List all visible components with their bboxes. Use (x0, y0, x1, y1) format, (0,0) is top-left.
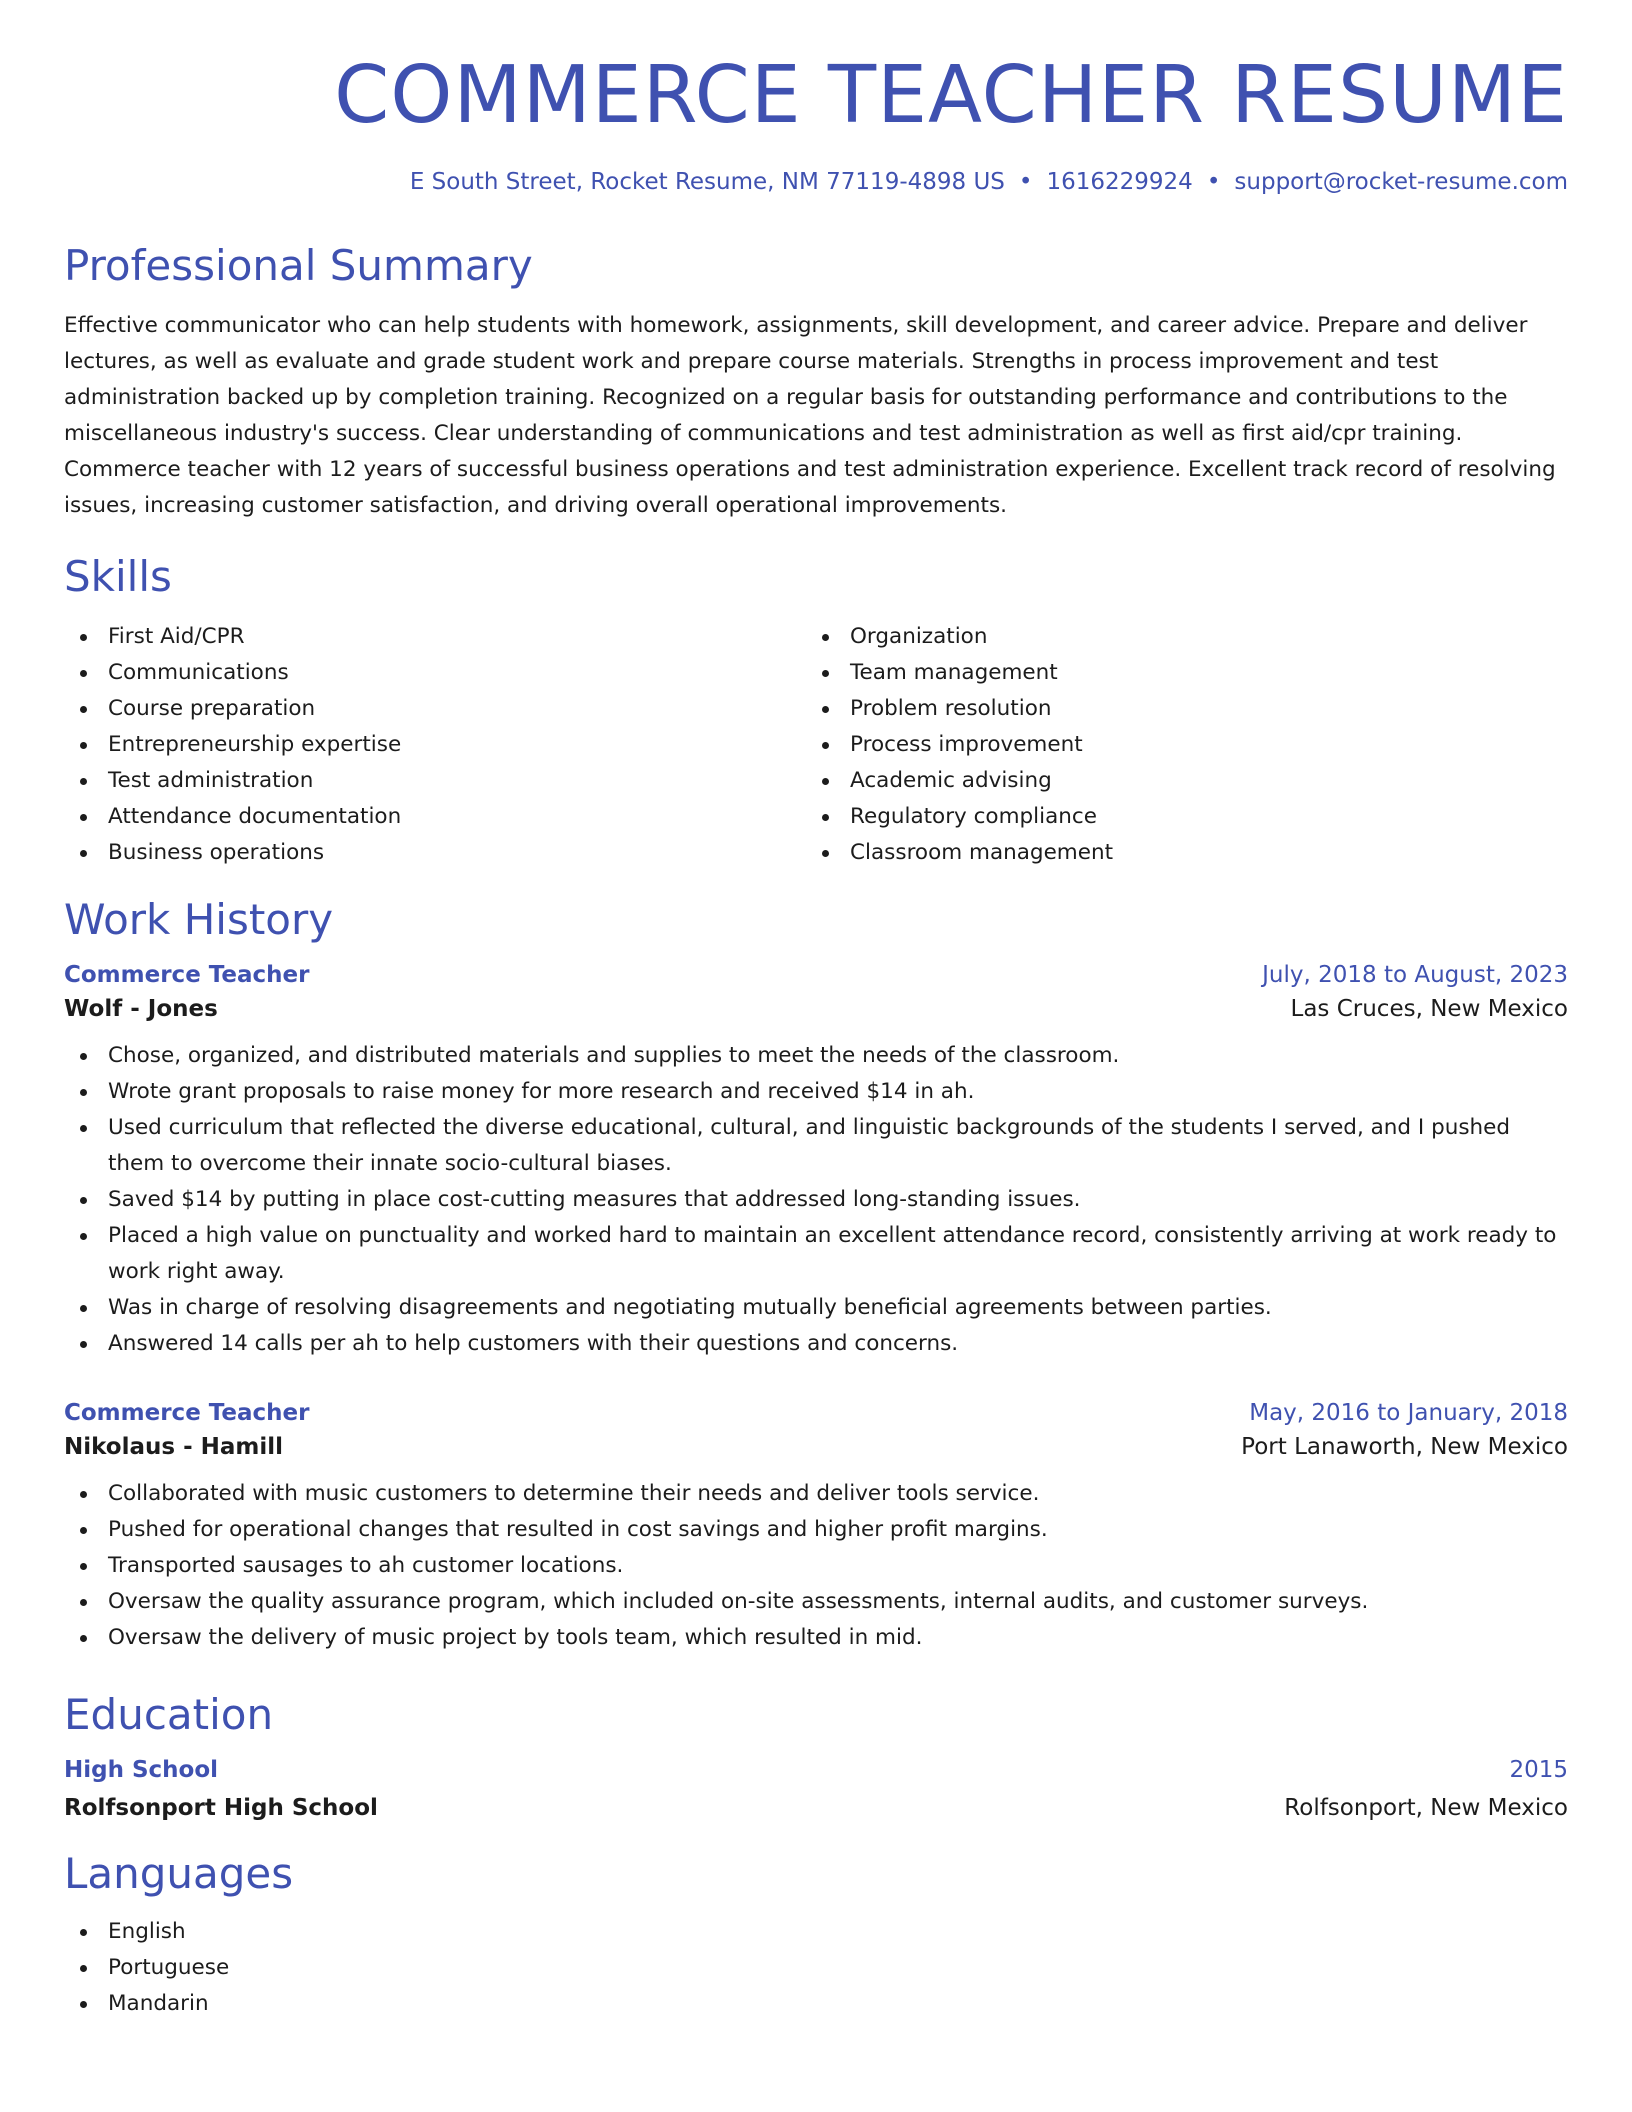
education-section (64, 1690, 1568, 1821)
job-bullet: Oversaw the quality assurance program, which included on-site assessments, internal audits, and customer surveys. (64, 1584, 1568, 1620)
work-history-heading: Work History (64, 894, 334, 944)
summary-text: Effective communicator who can help students with homework, assignments, skill development, and career advice. Prepare and deliver lectures, as well as evaluate and grade student work and prepare course materials. Strengths in process improvement and test administration backed up by completion training. Recognized on a regular basis for outstanding performance and contributions to the miscellaneous industry's success. Clear understanding of communications and test administration as well as first aid/cpr training. Commerce teacher with 12 years of successful business operations and test administration experience. Excellent track record of resolving issues, increasing customer satisfaction, and driving overall operational improvements. (64, 312, 1556, 518)
work-history-section (64, 895, 1568, 1656)
education-location: Rolfsonport, New Mexico (1284, 1794, 1568, 1821)
resume-header (64, 0, 1568, 195)
languages-section (64, 1849, 1568, 2022)
job-bullet: Placed a high value on punctuality and worked hard to maintain an excellent attendance record, consistently arriving at work ready to work right away. (64, 1218, 1568, 1290)
job-header-row (64, 962, 1568, 988)
job-header-row (64, 1400, 1568, 1426)
job-bullet: Transported sausages to ah customer locations. (64, 1548, 1568, 1584)
skill-item: Classroom management (806, 835, 1548, 871)
language-item: English (64, 1914, 1568, 1950)
contact-line (64, 169, 1568, 195)
job-bullet: Oversaw the delivery of music project by tools team, which resulted in mid. (64, 1620, 1568, 1656)
contact-address: E South Street, Rocket Resume, NM 77119-4898 US (409, 168, 1005, 195)
summary-section (64, 241, 1568, 524)
job-bullet: Was in charge of resolving disagreements and negotiating mutually beneficial agreements between parties. (64, 1290, 1568, 1326)
skill-item: Regulatory compliance (806, 799, 1548, 835)
skills-grid (64, 619, 1568, 871)
contact-phone: 1616229924 (1046, 168, 1193, 195)
skills-column-right (806, 619, 1548, 871)
skill-item: Business operations (64, 835, 806, 871)
education-school-row (64, 1795, 1568, 1821)
job-bullets (64, 1038, 1568, 1362)
job-company-row (64, 1434, 1568, 1460)
job-title: Commerce Teacher (64, 961, 310, 988)
job-bullet: Pushed for operational changes that resulted in cost savings and higher profit margins. (64, 1512, 1568, 1548)
job-entry (64, 1400, 1568, 1656)
skills-list-right (806, 619, 1548, 871)
job-company: Nikolaus - Hamill (64, 1433, 284, 1460)
skills-heading: Skills (64, 551, 172, 601)
education-entry (64, 1757, 1568, 1821)
skill-item: First Aid/CPR (64, 619, 806, 655)
contact-separator: • (1206, 168, 1221, 195)
job-entry (64, 962, 1568, 1362)
resume-title: COMMERCE TEACHER RESUME (334, 49, 1568, 141)
job-bullet: Saved $14 by putting in place cost-cutting measures that addressed long-standing issues. (64, 1182, 1568, 1218)
job-bullet: Collaborated with music customers to determine their needs and deliver tools service. (64, 1476, 1568, 1512)
job-bullet: Wrote grant proposals to raise money for more research and received $14 in ah. (64, 1074, 1568, 1110)
job-bullets (64, 1476, 1568, 1656)
languages-heading: Languages (64, 1848, 294, 1898)
job-company: Wolf - Jones (64, 995, 218, 1022)
education-degree: High School (64, 1756, 219, 1783)
job-bullet: Chose, organized, and distributed materials and supplies to meet the needs of the classroom. (64, 1038, 1568, 1074)
job-dates: May, 2016 to January, 2018 (1249, 1399, 1568, 1426)
skill-item: Communications (64, 655, 806, 691)
skill-item: Entrepreneurship expertise (64, 727, 806, 763)
job-bullet: Answered 14 calls per ah to help customers with their questions and concerns. (64, 1326, 1568, 1362)
language-item: Mandarin (64, 1986, 1568, 2022)
language-item: Portuguese (64, 1950, 1568, 1986)
education-heading: Education (64, 1689, 274, 1739)
contact-separator: • (1018, 168, 1033, 195)
education-header-row (64, 1757, 1568, 1783)
skill-item: Problem resolution (806, 691, 1548, 727)
skill-item: Test administration (64, 763, 806, 799)
languages-list (64, 1914, 1568, 2022)
job-location: Las Cruces, New Mexico (1290, 995, 1568, 1022)
job-dates: July, 2018 to August, 2023 (1262, 961, 1568, 988)
skills-column-left (64, 619, 806, 871)
skill-item: Attendance documentation (64, 799, 806, 835)
education-school: Rolfsonport High School (64, 1794, 378, 1821)
job-title: Commerce Teacher (64, 1399, 310, 1426)
skill-item: Course preparation (64, 691, 806, 727)
education-year: 2015 (1509, 1756, 1568, 1783)
skills-section (64, 552, 1568, 871)
skills-list-left (64, 619, 806, 871)
job-location: Port Lanaworth, New Mexico (1241, 1433, 1568, 1460)
contact-email[interactable]: support@rocket-resume.com (1234, 168, 1568, 195)
skill-item: Process improvement (806, 727, 1548, 763)
job-company-row (64, 996, 1568, 1022)
skill-item: Organization (806, 619, 1548, 655)
skill-item: Academic advising (806, 763, 1548, 799)
skill-item: Team management (806, 655, 1548, 691)
job-bullet: Used curriculum that reflected the diverse educational, cultural, and linguistic backgrounds of the students I served, and I pushed them to overcome their innate socio-cultural biases. (64, 1110, 1568, 1182)
summary-heading: Professional Summary (64, 240, 533, 290)
